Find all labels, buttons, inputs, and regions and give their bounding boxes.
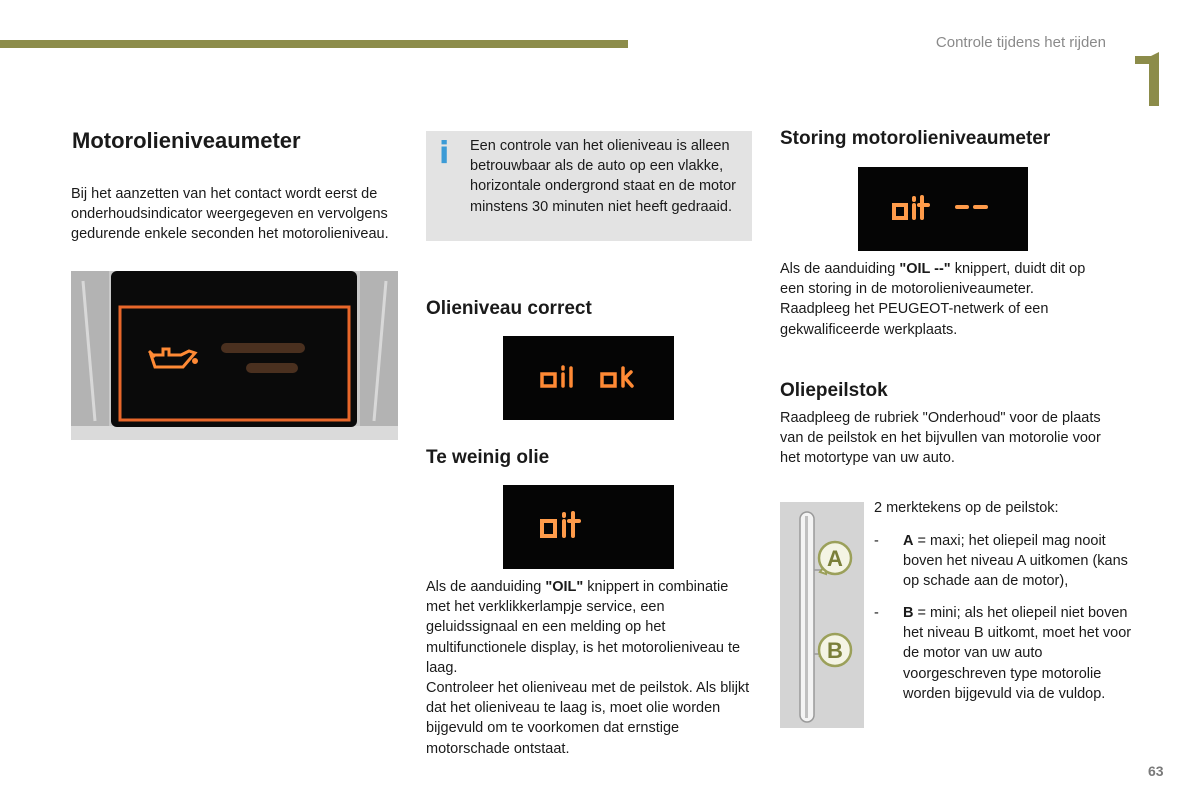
running-title: Controle tijdens het rijden (935, 34, 1106, 51)
oil-fault-display-text (858, 167, 1028, 251)
dipstick-paragraph: Raadpleeg de rubriek "Onderhoud" voor de plaats van de peilstok en het bijvullen van motorolie voor het motortype van uw auto. (780, 410, 1101, 467)
heading-low-oil: Te weinig olie (426, 447, 550, 468)
dipstick-image (780, 502, 864, 728)
heading-fault: Storing motorolieniveaumeter (780, 128, 1051, 149)
mark-b-badge (819, 634, 851, 666)
low-oil-paragraph: Als de aanduiding "OIL" knippert in combinatie met het verklikkerlampje service, een geluidssignaal en een melding op het multifunctionele display, is het motorolieniveau te laag. Controleer het olieniveau met de peilstok. Als blijkt dat het olieniveau te laag is, moet olie worden bijgevuld om te voorkomen dat ernstige motorschade ontstaat. (426, 579, 750, 757)
intro-paragraph: Bij het aanzetten van het contact wordt eerst de onderhoudsindicator weergegeven en vervolgens gedurende enkele seconden het motorolieniveau. (71, 186, 389, 243)
oil-code: "OIL" (545, 579, 584, 595)
mark-b-label: B (903, 605, 914, 621)
oil-ok-display-text (503, 336, 674, 420)
oil-fault-display (858, 167, 1028, 251)
list-item-mark-b: - B = mini; als het oliepeil niet boven het niveau B uitkomt, moet het voor de motor van uw auto voorgeschreven type motorolie worden bijgevuld via de vuldop. (874, 605, 1132, 702)
mark-a-letter: A (827, 546, 843, 571)
list-dash: - (874, 605, 879, 621)
chapter-number (1133, 52, 1161, 106)
mark-a-label: A (903, 533, 914, 549)
list-item-mark-a: - A = maxi; het oliepeil mag nooit boven het niveau A uitkomen (kans op schade aan de motor), (874, 533, 1128, 590)
oil-low-display-text (503, 485, 674, 569)
heading-oil-correct: Olieniveau correct (426, 298, 592, 319)
info-icon: i (439, 136, 450, 171)
oil-fault-code: "OIL --" (899, 261, 951, 277)
list-dash: - (874, 533, 879, 549)
page-number: 63 (1148, 763, 1164, 779)
cluster-display-image (71, 271, 398, 440)
oil-ok-display (503, 336, 674, 420)
mark-b-letter: B (827, 638, 843, 663)
section-title: Motorolieniveaumeter (72, 128, 301, 153)
header-accent-bar (0, 40, 628, 48)
mark-a-badge (819, 542, 851, 574)
marks-intro: 2 merktekens op de peilstok: (874, 500, 1059, 516)
oil-low-display (503, 485, 674, 569)
fault-paragraph: Als de aanduiding "OIL --" knippert, duidt dit op een storing in de motorolieniveaumeter. Raadpleeg het PEUGEOT-netwerk of een gekwalificeerde werkplaats. (780, 261, 1086, 338)
info-text: Een controle van het olieniveau is alleen betrouwbaar als de auto op een vlakke, horizontale ondergrond staat en de motor minstens 30 minuten niet heeft gedraaid. (470, 138, 737, 215)
heading-dipstick: Oliepeilstok (780, 380, 888, 401)
low-oil-advice: Controleer het olieniveau met de peilstok. Als blijkt dat het olieniveau te laag is, moet olie worden bijgevuld om te voorkomen dat ernstige motorschade ontstaat. (426, 680, 750, 757)
